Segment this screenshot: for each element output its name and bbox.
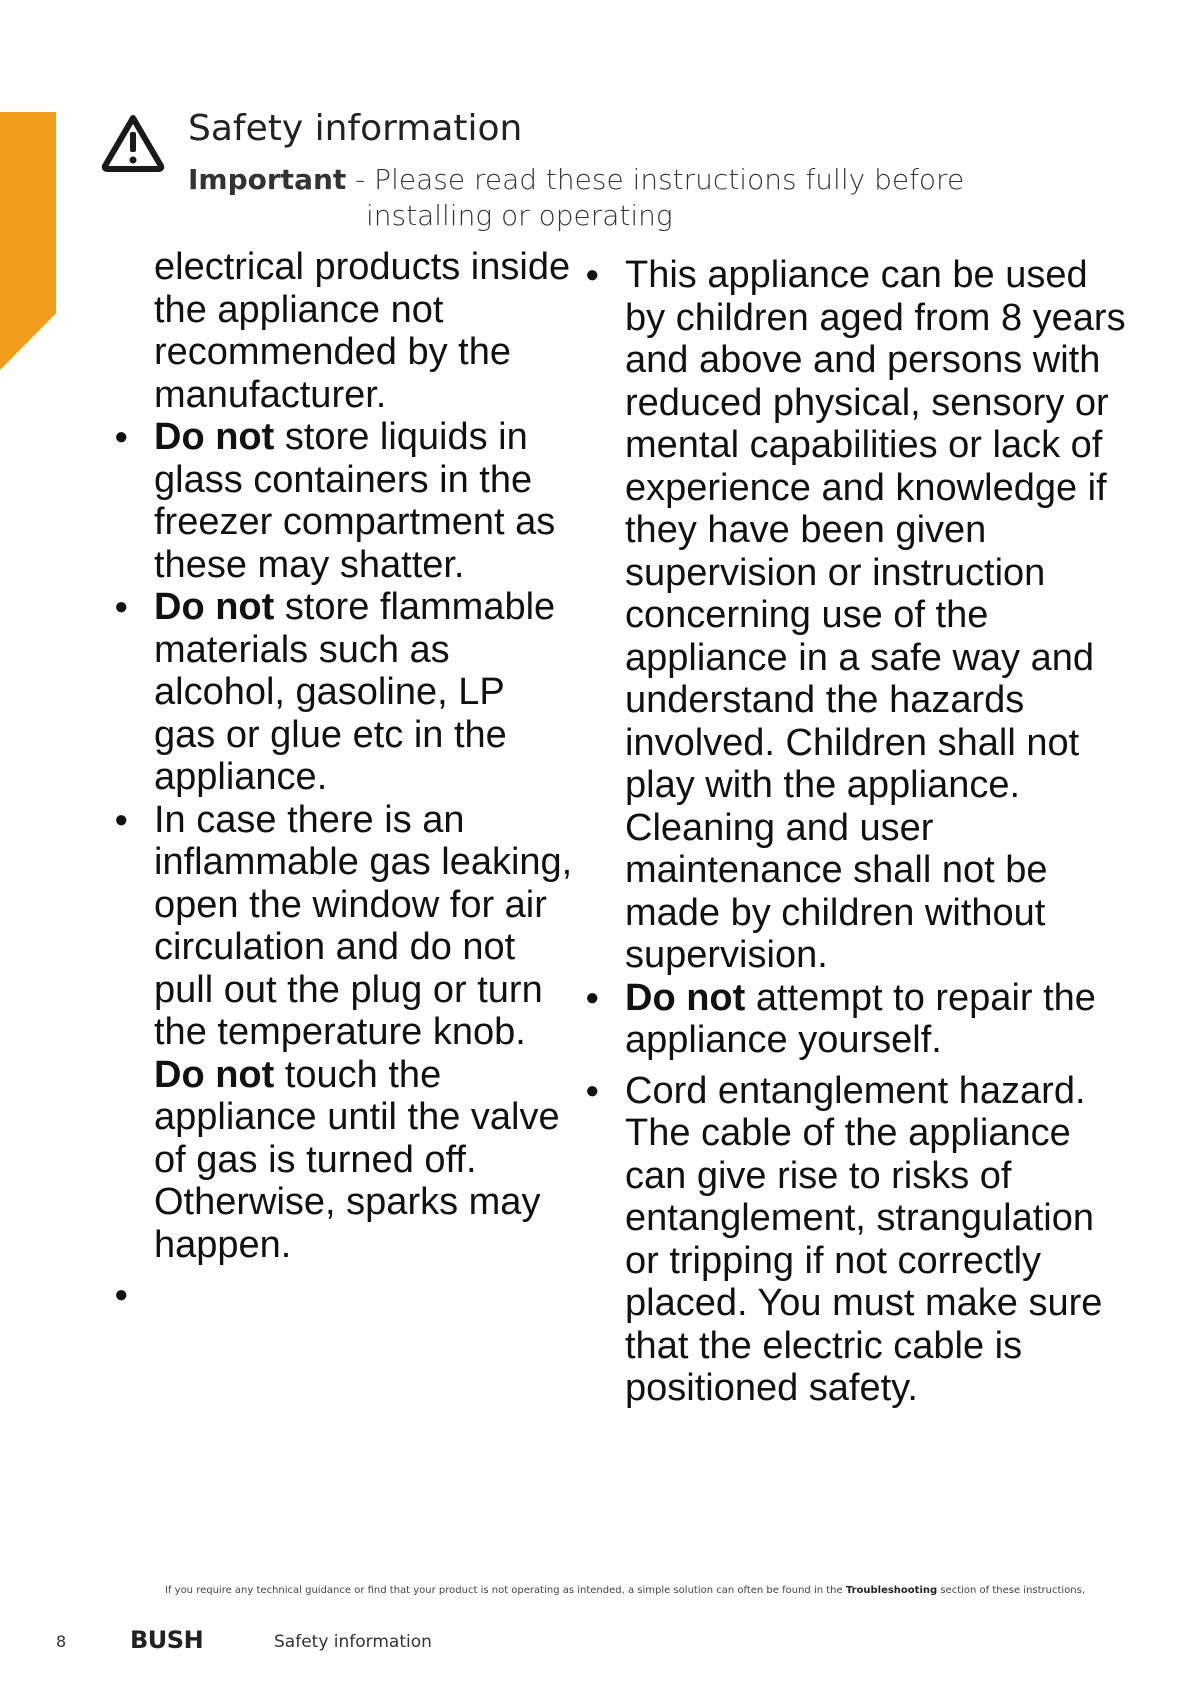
bullet-icon: ● (114, 805, 129, 833)
left-bullet-list (114, 416, 574, 1316)
section-tab (0, 112, 56, 370)
bullet-icon: ● (585, 983, 600, 1011)
page-title: Safety information (188, 108, 523, 149)
right-column (585, 254, 1135, 1410)
continuation-text: electrical products inside the appliance not recommended by the manufacturer. (154, 246, 571, 416)
list-item: ● Cord entanglement hazard. The cable of the appliance can give rise to risks of entanglement, strangulation or tripping if not correctly placed. You must make sure that the electric cable is positioned safety. (585, 1069, 1103, 1409)
list-item: ● This appliance can be used by children aged from 8 years and above and persons with reduced physical, sensory or mental capabilities or lack of experience and knowledge if they have been given supervision or instruction concerning use of the appliance in a safe way and understand the hazards involved. Children shall not play with the appliance. Cleaning and user maintenance shall not be made by children without supervision. (585, 254, 1126, 976)
bullet-icon: ● (114, 423, 129, 450)
important-text-1: - Please read these instructions fully before (346, 163, 965, 196)
list-item: ● Do not store liquids in glass containers in the freezer compartment as these may shatter. (114, 416, 556, 586)
list-item: ● In case there is an inflammable gas leaking, open the window for air circulation and do not pull out the plug or turn the temperature knob. Do not touch the appliance until the valve of gas is turned off. Otherwise, sparks may happen. (114, 798, 573, 1266)
list-item (114, 1274, 574, 1316)
brand-logo: BUSH (130, 1626, 204, 1654)
left-column (114, 246, 574, 1316)
important-notice (188, 162, 1008, 234)
list-item: ● Do not store flammable materials such as alcohol, gasoline, LP gas or glue etc in the appliance. (114, 586, 556, 798)
bullet-icon: ● (585, 261, 600, 288)
list-item: ● Do not attempt to repair the appliance yourself. (585, 976, 1096, 1061)
important-text-2: installing or operating (366, 199, 673, 232)
warning-triangle-icon (100, 112, 166, 174)
bullet-icon: ● (114, 1281, 129, 1308)
bullet-icon: ● (114, 593, 129, 620)
footer-section-label: Safety information (274, 1632, 432, 1652)
bullet-icon: ● (585, 1076, 600, 1104)
important-label: Important (188, 163, 347, 196)
footer-note: If you require any technical guidance or find that your product is not operating as intended, a simple solution can often be found in the Troubleshooting section of these instructions, (165, 1585, 1086, 1596)
right-bullet-list (585, 254, 1135, 1410)
page-number: 8 (56, 1632, 67, 1651)
